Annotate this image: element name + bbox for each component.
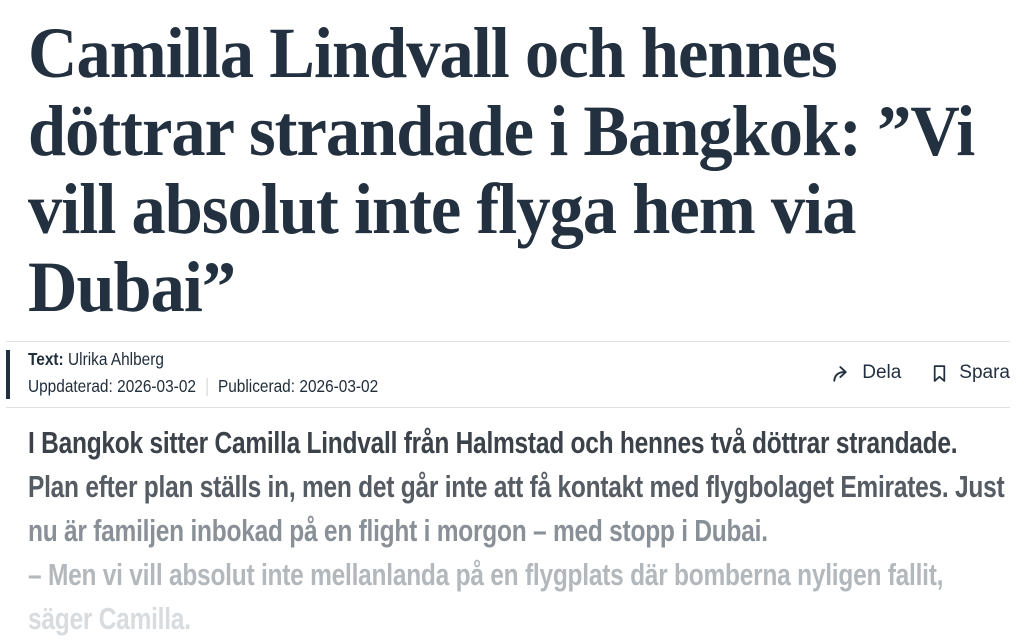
- byline-section: [6, 341, 1010, 408]
- quote-line: – Men vi vill absolut inte mellanlanda på en flygplats där bomberna nyligen fallit,: [28, 556, 944, 592]
- date-divider: [207, 378, 208, 396]
- lede-line: I Bangkok sitter Camilla Lindvall från Halmstad och hennes två döttrar strandade.: [28, 424, 958, 460]
- article-page: [0, 14, 1036, 641]
- headline-line: döttrar strandade i Bangkok: ”Vi: [28, 91, 975, 171]
- updated-label: Uppdaterad:: [28, 375, 113, 396]
- lede-line: nu är familjen inbokad på en flight i morgon – med stopp i Dubai.: [28, 512, 768, 548]
- article-headline: [28, 14, 1010, 326]
- bookmark-icon: [929, 363, 950, 384]
- headline-line: Camilla Lindvall och hennes: [28, 13, 837, 93]
- save-button-label: Spara: [959, 362, 1010, 384]
- byline-author: Ulrika Ahlberg: [68, 349, 164, 369]
- byline-text-label: Text:: [28, 349, 64, 369]
- published-label: Publicerad:: [217, 375, 296, 396]
- quote-paragraph: [28, 553, 1010, 641]
- share-button-label: Dela: [862, 362, 902, 384]
- share-button[interactable]: [830, 362, 901, 385]
- lede-paragraph: [28, 421, 1010, 553]
- lede-line: Plan efter plan ställs in, men det går inte att få kontakt med flygbolaget Emirates. Just: [28, 468, 1005, 504]
- headline-line: Dubai”: [28, 247, 236, 327]
- byline-dates-row: [28, 375, 379, 396]
- published-date: 2026-03-02: [299, 375, 379, 396]
- byline-info: [28, 351, 378, 396]
- save-button[interactable]: [929, 362, 1010, 384]
- byline-author-row: [28, 351, 378, 369]
- headline-line: vill absolut inte flyga hem via: [28, 169, 856, 249]
- share-arrow-icon: [830, 362, 853, 385]
- quote-line: säger Camilla.: [28, 600, 191, 636]
- article-actions: [830, 362, 1010, 385]
- byline-accent-bar: [6, 350, 10, 399]
- updated-date: 2026-03-02: [117, 375, 196, 396]
- article-body: [28, 421, 1010, 641]
